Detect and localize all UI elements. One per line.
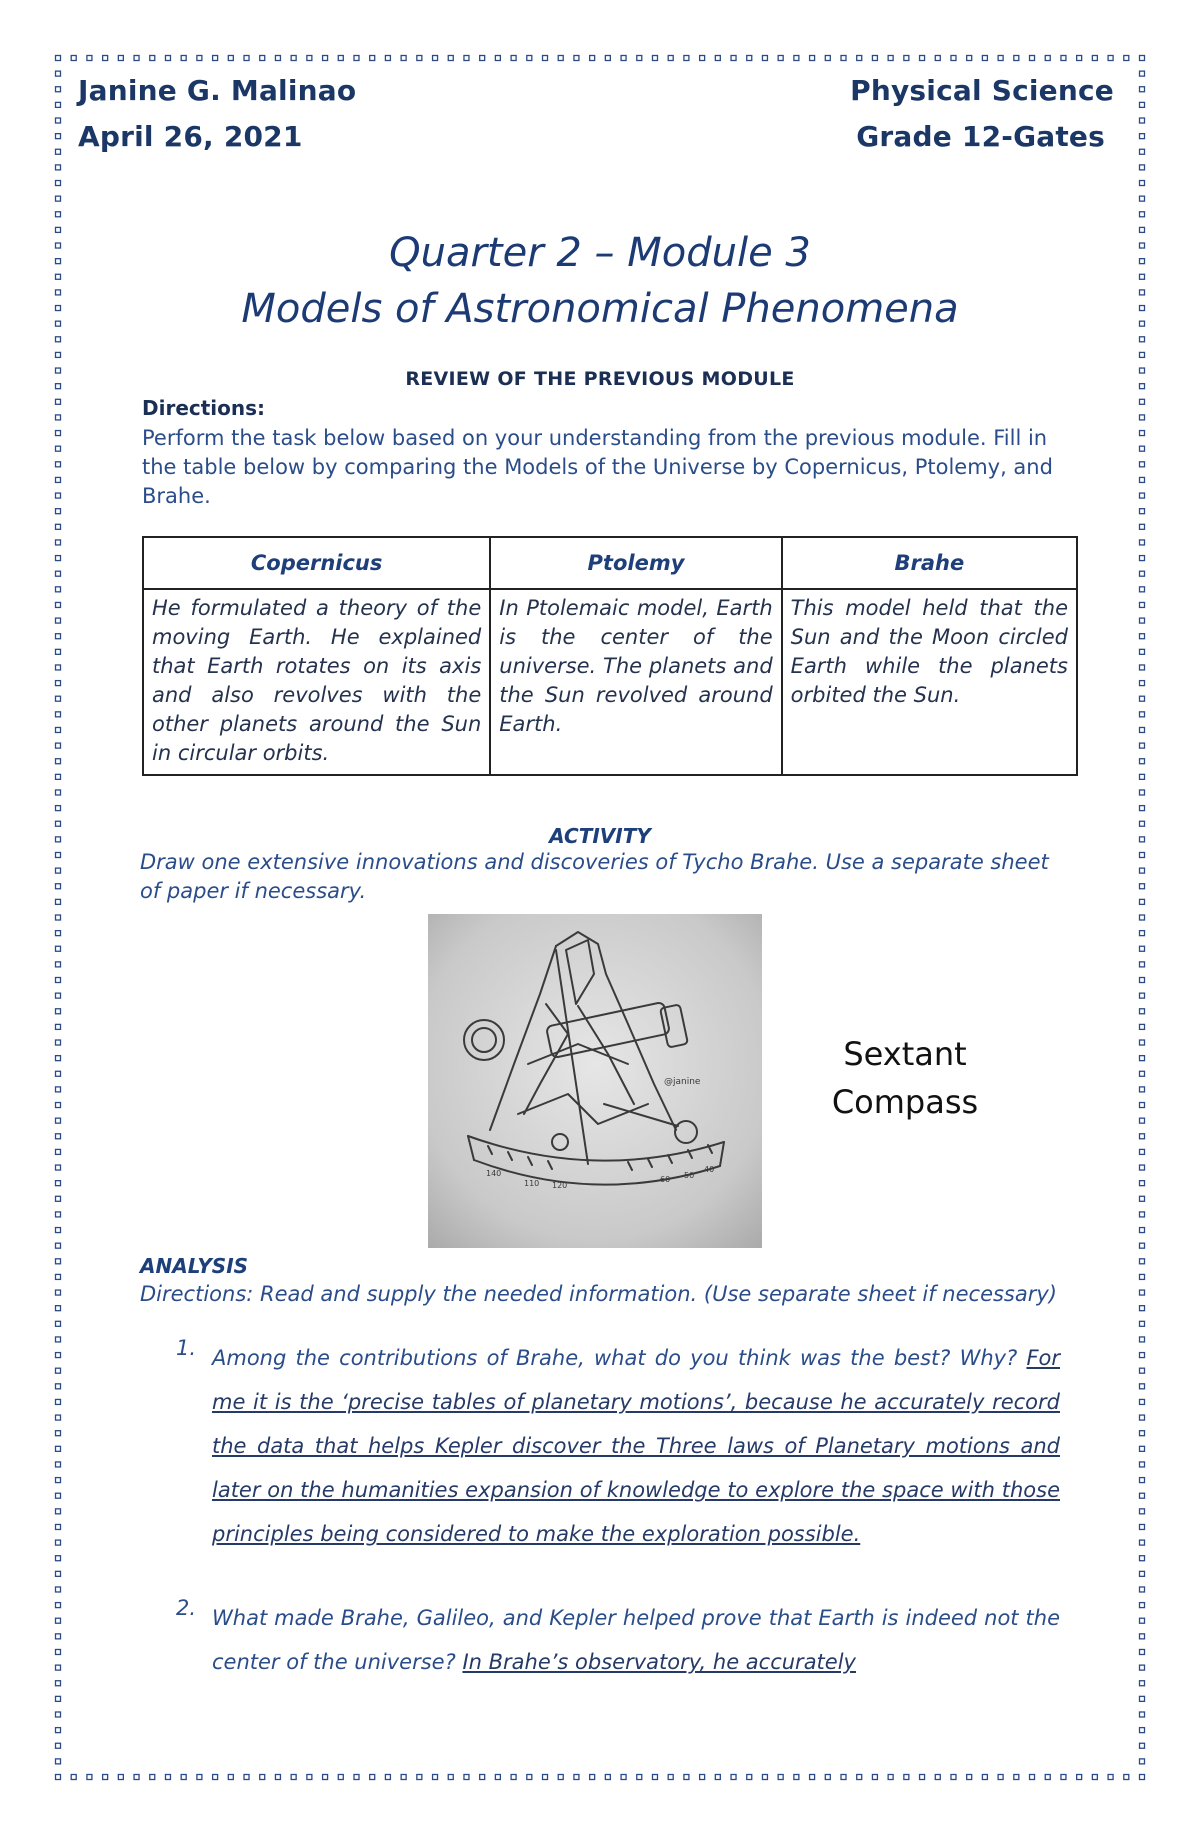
directions-text: Perform the task below based on your understanding from the previous module. Fill in the table below by comparing the Models of the Universe by Copernicus, Ptolemy, and Brahe. xyxy=(142,426,1053,508)
analysis-heading: ANALYSIS xyxy=(140,1254,249,1278)
student-name: Janine G. Malinao xyxy=(78,74,357,107)
scale-mark: 60 xyxy=(660,1175,671,1184)
answer-text: In Brahe’s observatory, he accurately xyxy=(462,1650,856,1674)
cell-copernicus: He formulated a theory of the moving Earth. He explained that Earth rotates on its axis and also revolves with the other planets around the Sun in circular orbits. xyxy=(143,589,490,775)
question-number: 1. xyxy=(176,1336,197,1360)
question-1 xyxy=(176,1336,1060,1556)
grade-section: Grade 12-Gates xyxy=(856,120,1105,153)
question-number: 2. xyxy=(176,1596,197,1620)
directions-label: Directions: xyxy=(142,396,266,420)
activity-heading: ACTIVITY xyxy=(549,824,651,848)
module-subtitle: Models of Astronomical Phenomena xyxy=(241,286,959,332)
signature-text: @janine xyxy=(664,1077,701,1087)
scale-mark: 50 xyxy=(684,1171,695,1180)
paper-background xyxy=(428,914,762,1248)
cell-brahe: This model held that the Sun and the Moon circled Earth while the planets orbited the Sun. xyxy=(782,589,1077,775)
scale-mark: 120 xyxy=(552,1181,568,1190)
table-row xyxy=(143,589,1077,775)
question-2 xyxy=(176,1596,1060,1684)
sextant-drawing xyxy=(428,914,762,1248)
header-ptolemy: Ptolemy xyxy=(490,537,781,589)
drawing-label-line2: Compass xyxy=(831,1083,979,1121)
table-header-row xyxy=(143,537,1077,589)
header-copernicus: Copernicus xyxy=(143,537,490,589)
module-title: Quarter 2 – Module 3 xyxy=(389,230,811,276)
question-text: What made Brahe, Galileo, and Kepler helped prove that Earth is indeed not the center of the universe? xyxy=(212,1606,1060,1674)
activity-text: Draw one extensive innovations and discoveries of Tycho Brahe. Use a separate sheet of paper if necessary. xyxy=(140,850,1049,903)
sextant-sketch xyxy=(428,914,762,1248)
comparison-table xyxy=(142,536,1078,776)
question-text: Among the contributions of Brahe, what do you think was the best? Why? xyxy=(212,1346,1018,1370)
submission-date: April 26, 2021 xyxy=(78,120,303,153)
subject-name: Physical Science xyxy=(850,74,1114,107)
cell-ptolemy: In Ptolemaic model, Earth is the center of the universe. The planets and the Sun revolved around Earth. xyxy=(490,589,781,775)
scale-mark: 140 xyxy=(486,1169,502,1178)
answer-text: For me it is the ‘precise tables of planetary motions’, because he accurately record the data that helps Kepler discover the Three laws of Planetary motions and later on the humanities expansion of knowledge to explore the space with those principles being considered to make the exploration possible. xyxy=(212,1346,1060,1546)
drawing-label-line1: Sextant xyxy=(843,1035,967,1073)
scale-mark: 110 xyxy=(524,1179,540,1188)
scale-mark: 40 xyxy=(704,1165,715,1174)
review-heading: REVIEW OF THE PREVIOUS MODULE xyxy=(405,368,795,390)
drawing-label xyxy=(800,1030,1010,1126)
header-brahe: Brahe xyxy=(782,537,1077,589)
analysis-directions: Directions: Read and supply the needed information. (Use separate sheet if necessary) xyxy=(140,1282,1057,1306)
